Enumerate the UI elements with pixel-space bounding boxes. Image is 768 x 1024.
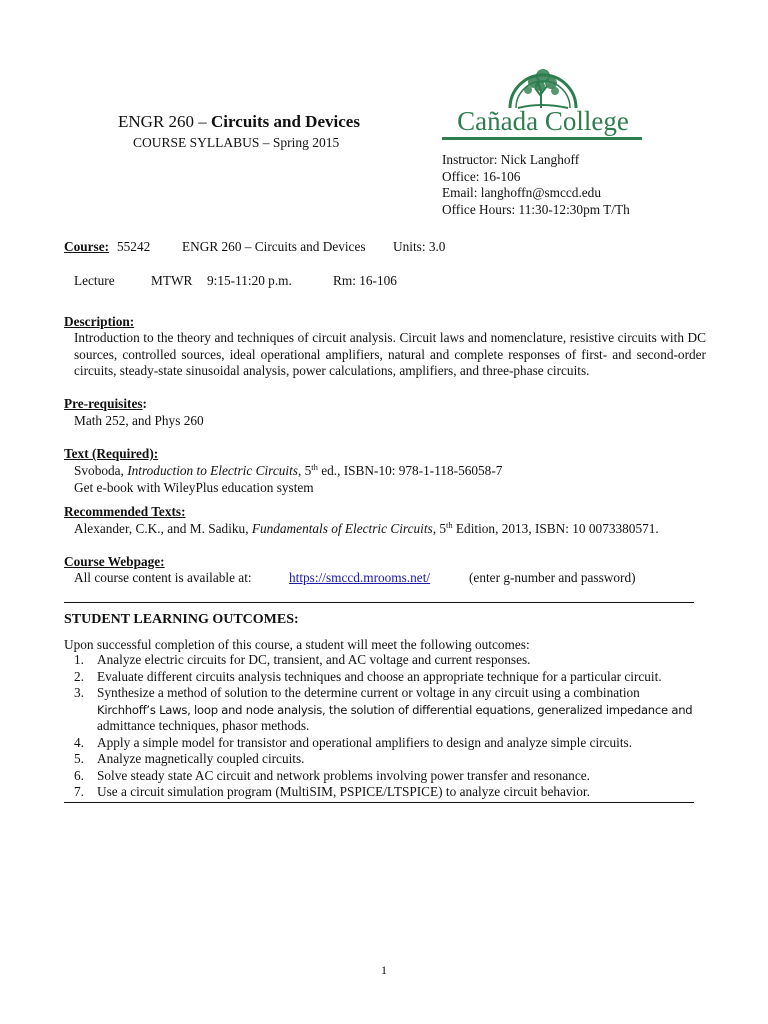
required-author: Svoboda,: [74, 463, 128, 478]
course-title: Circuits and Devices: [211, 112, 360, 131]
prereq-colon: :: [142, 396, 147, 411]
lecture-room: Rm: 16-106: [333, 273, 397, 288]
slo-item-text: Evaluate different circuits analysis techniques and choose an appropriate technique for a particular circuit.: [97, 668, 662, 684]
lecture-type: Lecture: [74, 273, 115, 288]
slo-list: [74, 652, 704, 801]
description-label: Description:: [64, 314, 135, 329]
course-code: ENGR 260 –: [118, 112, 207, 131]
webpage-lead: All course content is available at:: [74, 570, 252, 585]
page-number: 1: [381, 963, 387, 977]
list-item: 2. Evaluate different circuits analysis techniques and choose an appropriate technique for a particular circuit.: [74, 668, 662, 684]
list-item: 7. Use a circuit simulation program (MultiSIM, PSPICE/LTSPICE) to analyze circuit behavior.: [74, 784, 590, 799]
slo-item-text: Solve steady state AC circuit and network problems involving power transfer and resonance.: [97, 767, 590, 783]
required-edition-sup: th: [311, 462, 318, 472]
description-heading: [64, 314, 134, 331]
course-label-text: Course:: [64, 239, 110, 254]
slo-item-text: Synthesize a method of solution to the determine current or voltage in any circuit using a combination: [97, 685, 640, 700]
section-divider: [64, 602, 694, 603]
slo-item-text-continued: admittance techniques, phasor methods.: [97, 718, 310, 733]
required-isbn: ed., ISBN-10: 978-1-118-56058-7: [317, 463, 503, 478]
recommended-heading: [64, 504, 186, 521]
recommended-edition-sup: th: [445, 520, 453, 530]
course-name: ENGR 260 – Circuits and Devices: [182, 239, 366, 254]
description-text: Introduction to the theory and techniques of circuit analysis. Circuit laws and nomenclature, resistive circuits with DC sources, controlled sources, ideal operational amplifiers, natural and complete responses of first- and second-order circuits, steady-state sinusoidal analysis, power calculations, amplifiers, and three-phase circuits.: [74, 330, 706, 378]
list-item: 5. Analyze magnetically coupled circuits.: [74, 751, 305, 766]
prereq-label: Pre-requisites: [64, 396, 143, 411]
list-item: 4. Apply a simple model for transistor and operational amplifiers to design and analyze simple circuits.: [74, 734, 633, 750]
page-title: [118, 112, 360, 132]
slo-heading: STUDENT LEARNING OUTCOMES:: [64, 612, 299, 627]
syllabus-subtitle: COURSE SYLLABUS – Spring 2015: [133, 135, 340, 150]
list-item: 1. Analyze electric circuits for DC, transient, and AC voltage and current responses.: [74, 652, 531, 667]
required-title: Introduction to Electric Circuits: [127, 463, 298, 478]
prereq-text: Math 252, and Phys 260: [74, 413, 204, 428]
webpage-note: (enter g-number and password): [469, 570, 636, 585]
recommended-citation: [74, 521, 659, 538]
recommended-authors: Alexander, C.K., and M. Sadiku,: [74, 521, 252, 536]
webpage-heading: [64, 554, 165, 571]
prereq-heading: [64, 396, 147, 413]
list-item: 6. Solve steady state AC circuit and network problems involving power transfer and resonance.: [74, 767, 590, 783]
required-text-citation: [74, 463, 502, 480]
recommended-label: Recommended Texts:: [64, 504, 186, 519]
instructor-office-hours: Office Hours: 11:30-12:30pm T/Th: [442, 201, 630, 217]
required-ebook-note: Get e-book with WileyPlus education system: [74, 480, 314, 495]
recommended-title: Fundamentals of Electric Circuits: [251, 521, 433, 536]
course-units: Units: 3.0: [393, 239, 446, 254]
tree-emblem-icon: [440, 46, 646, 146]
course-label: [64, 239, 109, 256]
slo-item-text-continued: Kirchhoff’s Laws, loop and node analysis, the solution of differential equations, generalized impedance and: [97, 702, 693, 717]
section-divider-bottom: [64, 802, 694, 803]
instructor-name: Instructor: Nick Langhoff: [442, 152, 580, 167]
recommended-isbn: Edition, 2013, ISBN: 10 0073380571.: [452, 521, 659, 536]
webpage-label: Course Webpage:: [64, 554, 165, 569]
lecture-time: 9:15-11:20 p.m.: [207, 273, 292, 288]
text-required-label: Text (Required):: [64, 446, 159, 461]
instructor-info: [442, 152, 630, 218]
course-number: 55242: [117, 239, 151, 254]
slo-item-text: Analyze magnetically coupled circuits.: [97, 751, 305, 766]
college-logo: [440, 46, 646, 146]
required-edition: , 5: [297, 463, 312, 478]
slo-item-text: Use a circuit simulation program (MultiSIM, PSPICE/LTSPICE) to analyze circuit behavior.: [97, 784, 590, 799]
text-required-heading: [64, 446, 158, 463]
logo-wordmark: Cañada College: [457, 106, 629, 136]
slo-item-text: Apply a simple model for transistor and operational amplifiers to design and analyze simple circuits.: [97, 734, 633, 750]
list-item: 3. Synthesize a method of solution to the determine current or voltage in any circuit using a combination Kirchhoff’s Laws, loop and node analysis, the solution of differential equations, generalized impedance and admittance techniques, phasor methods.: [74, 685, 693, 733]
lecture-days: MTWR: [151, 273, 193, 288]
slo-intro: Upon successful completion of this course, a student will meet the following outcomes:: [64, 637, 530, 652]
slo-item-text: Analyze electric circuits for DC, transient, and AC voltage and current responses.: [97, 652, 531, 667]
instructor-email: Email: langhoffn@smccd.edu: [442, 185, 601, 201]
instructor-office: Office: 16-106: [442, 168, 521, 184]
course-webpage-link[interactable]: https://smccd.mrooms.net/: [289, 570, 431, 585]
recommended-edition: , 5: [432, 521, 446, 536]
